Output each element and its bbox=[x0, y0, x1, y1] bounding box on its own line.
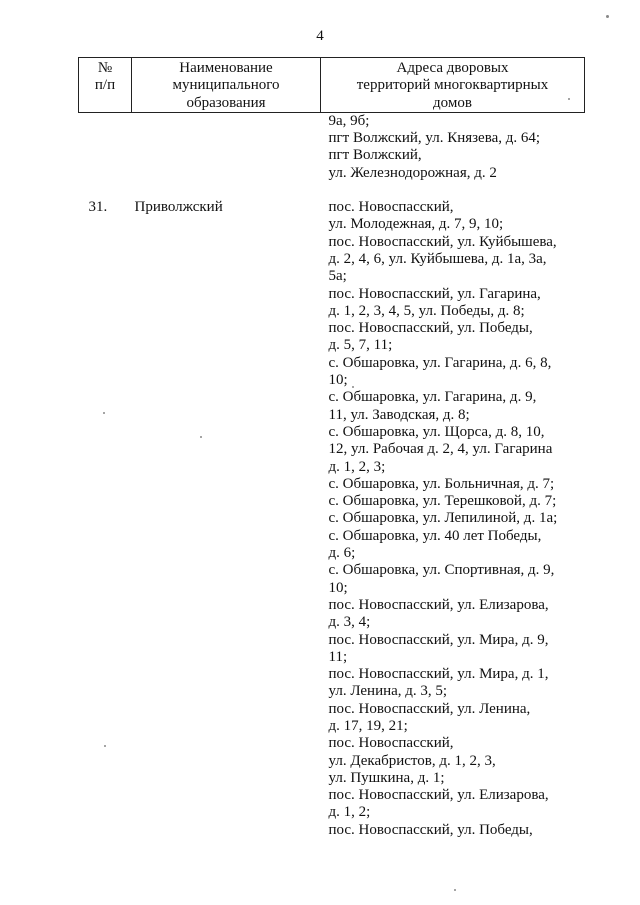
address-table bbox=[78, 57, 585, 839]
header-name-line: образования bbox=[186, 94, 266, 111]
spacer-row bbox=[79, 182, 585, 199]
table-header-row bbox=[79, 58, 585, 113]
address-line: д. 5, 7, 11; bbox=[328, 337, 393, 354]
address-line: д. 1, 2, 3, 4, 5, ул. Победы, д. 8; bbox=[328, 302, 525, 319]
entry-addresses bbox=[321, 199, 585, 839]
address-line: 11, ул. Заводская, д. 8; bbox=[328, 406, 470, 423]
address-line: пос. Новоспасский, ул. Победы, bbox=[328, 821, 533, 838]
scan-speck bbox=[606, 15, 609, 18]
address-line: 10; bbox=[328, 372, 348, 389]
address-line: 9а, 9б; bbox=[328, 112, 370, 129]
header-name-line: муниципального bbox=[172, 77, 280, 94]
header-num-line: № bbox=[97, 60, 113, 76]
header-name-line: Наименование bbox=[179, 60, 273, 76]
address-line: пос. Новоспасский, bbox=[328, 199, 454, 216]
address-line: д. 6; bbox=[328, 545, 356, 562]
scan-speck bbox=[104, 745, 106, 747]
continuation-name-cell bbox=[132, 112, 321, 182]
address-line: с. Обшаровка, ул. 40 лет Победы, bbox=[328, 527, 542, 544]
address-line: ул. Железнодорожная, д. 2 bbox=[328, 164, 497, 181]
continuation-row bbox=[79, 112, 585, 182]
address-line: с. Обшаровка, ул. Спортивная, д. 9, bbox=[328, 562, 555, 579]
header-num-line: п/п bbox=[94, 77, 116, 94]
address-line: 10; bbox=[328, 579, 348, 596]
address-line: с. Обшаровка, ул. Щорса, д. 8, 10, bbox=[328, 423, 545, 440]
address-line: ул. Ленина, д. 3, 5; bbox=[328, 683, 448, 700]
address-line: д. 1, 2; bbox=[328, 804, 371, 821]
scan-speck bbox=[454, 889, 456, 891]
address-line: ул. Молодежная, д. 7, 9, 10; bbox=[328, 216, 504, 233]
municipality-name: Приволжский bbox=[134, 199, 223, 216]
address-line: 12, ул. Рабочая д. 2, 4, ул. Гагарина bbox=[328, 441, 553, 458]
continuation-num-cell bbox=[79, 112, 132, 182]
scan-speck bbox=[568, 98, 570, 100]
address-line: пос. Новоспасский, ул. Мира, д. 9, bbox=[328, 631, 549, 648]
header-addresses-line: Адреса дворовых bbox=[396, 60, 509, 76]
table-row bbox=[79, 199, 585, 839]
address-line: д. 1, 2, 3; bbox=[328, 458, 386, 475]
page-number: 4 bbox=[316, 28, 324, 44]
scan-speck bbox=[103, 412, 105, 414]
address-line: д. 17, 19, 21; bbox=[328, 717, 408, 734]
address-line: д. 3, 4; bbox=[328, 614, 371, 631]
address-line: пос. Новоспасский, ул. Елизарова, bbox=[328, 596, 549, 613]
scan-speck bbox=[352, 386, 354, 388]
address-line: пос. Новоспасский, ул. Мира, д. 1, bbox=[328, 666, 549, 683]
header-addresses-cell bbox=[321, 58, 585, 113]
address-line: с. Обшаровка, ул. Терешковой, д. 7; bbox=[328, 493, 557, 510]
address-line: ул. Пушкина, д. 1; bbox=[328, 769, 445, 786]
address-line: пос. Новоспасский, ул. Куйбышева, bbox=[328, 233, 557, 250]
header-num-cell bbox=[79, 58, 132, 113]
header-addresses-line: территорий многоквартирных bbox=[356, 77, 549, 94]
address-line: пос. Новоспасский, ул. Гагарина, bbox=[328, 285, 541, 302]
address-line: с. Обшаровка, ул. Гагарина, д. 9, bbox=[328, 389, 537, 406]
entry-number: 31. bbox=[88, 199, 108, 216]
address-line: с. Обшаровка, ул. Больничная, д. 7; bbox=[328, 475, 555, 492]
address-line: 5а; bbox=[328, 268, 347, 285]
address-line: 11; bbox=[328, 648, 348, 665]
address-line: с. Обшаровка, ул. Лепилиной, д. 1а; bbox=[328, 510, 558, 527]
address-line: пос. Новоспасский, ул. Ленина, bbox=[328, 700, 531, 717]
continuation-addresses bbox=[321, 112, 585, 182]
header-addresses-line: домов bbox=[433, 94, 472, 111]
address-line: пгт Волжский, ул. Князева, д. 64; bbox=[328, 130, 541, 147]
address-line: д. 2, 4, 6, ул. Куйбышева, д. 1а, 3а, bbox=[328, 250, 547, 267]
address-line: пгт Волжский, bbox=[328, 147, 422, 164]
address-line: пос. Новоспасский, ул. Елизарова, bbox=[328, 787, 549, 804]
address-line: пос. Новоспасский, bbox=[328, 735, 454, 752]
header-name-cell bbox=[132, 58, 321, 113]
address-line: с. Обшаровка, ул. Гагарина, д. 6, 8, bbox=[328, 354, 552, 371]
scan-speck bbox=[200, 436, 202, 438]
address-line: ул. Декабристов, д. 1, 2, 3, bbox=[328, 752, 496, 769]
address-line: пос. Новоспасский, ул. Победы, bbox=[328, 320, 533, 337]
